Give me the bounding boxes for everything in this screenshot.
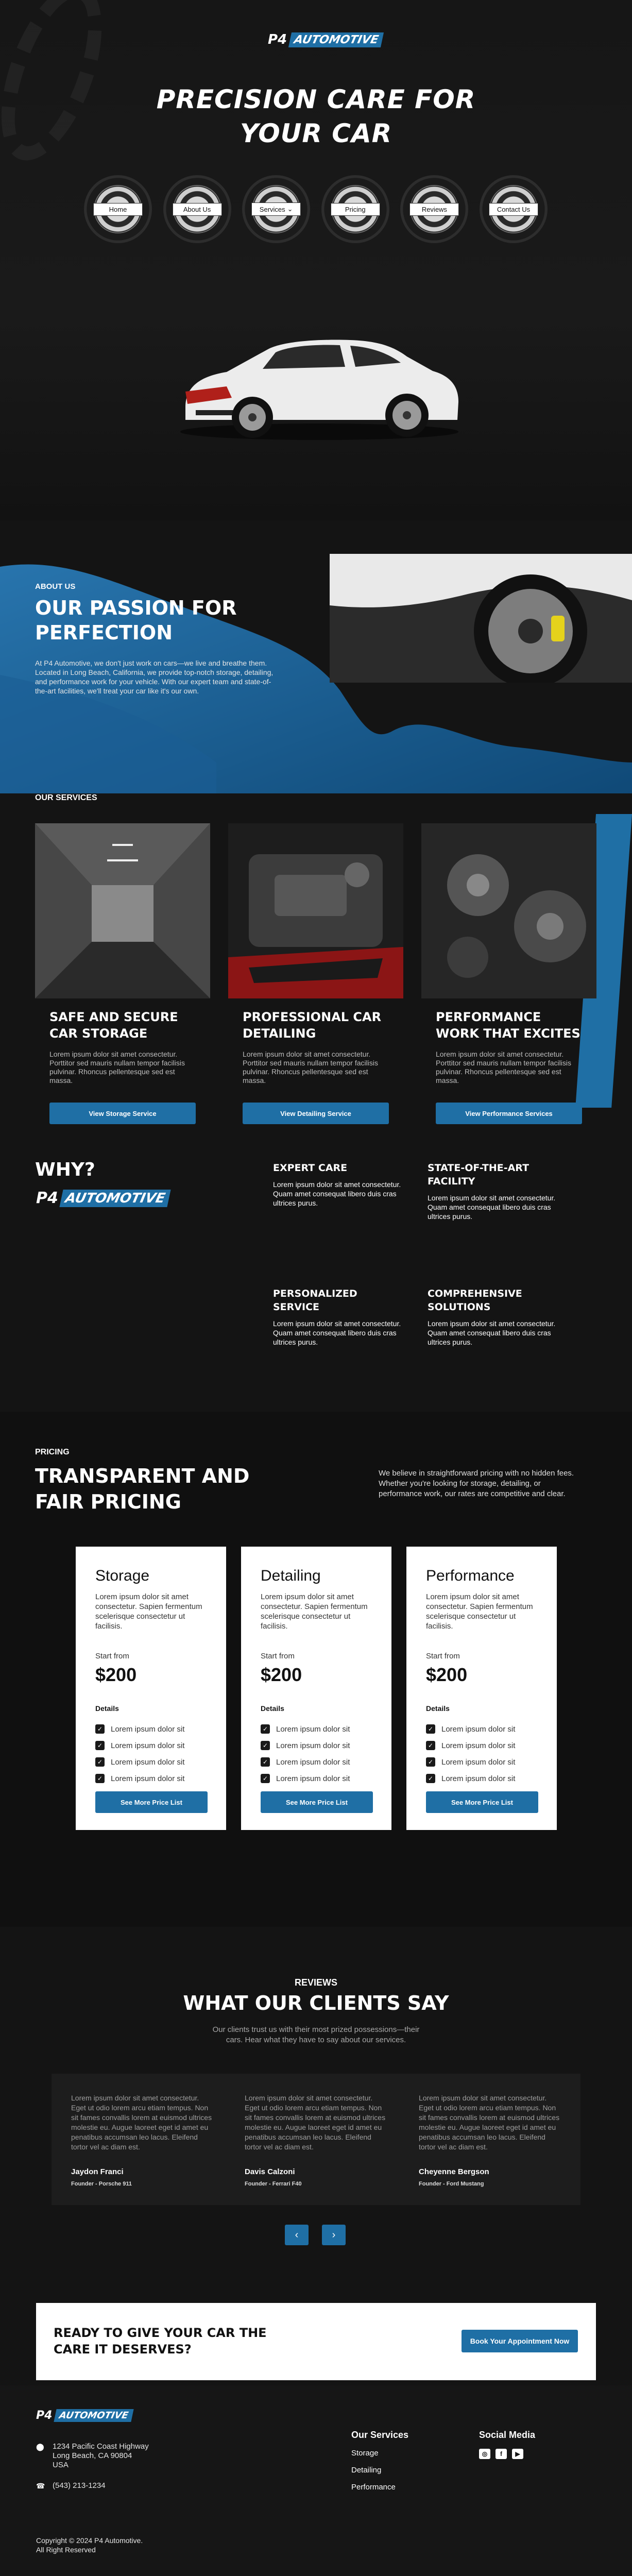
facebook-icon[interactable]: f [496, 2449, 507, 2459]
reviews-intro: Our clients trust us with their most prized possessions—their cars. Hear what they have to say about our services. [212, 2025, 420, 2044]
logo-automotive: AUTOMOTIVE [59, 1190, 170, 1207]
about-kicker: ABOUT US [35, 582, 76, 591]
plan-feature-text: Lorem ipsum dolor sit [276, 1774, 350, 1783]
checkbox-icon: ✓ [426, 1774, 435, 1783]
plan-feature-list [261, 1721, 350, 1787]
review-card [399, 2074, 580, 2205]
logo-p4: P4 [36, 2409, 53, 2422]
why-section [0, 1139, 632, 1412]
plan-name: Storage [95, 1567, 150, 1584]
plan-price: $200 [95, 1664, 137, 1685]
nav-item-pricing[interactable] [321, 175, 389, 243]
plan-feature [95, 1754, 184, 1770]
footer-link-storage[interactable]: Storage [351, 2449, 379, 2458]
plan-name: Detailing [261, 1567, 321, 1584]
footer-services [351, 2430, 408, 2500]
cta-title: READY TO GIVE YOUR CAR THE CARE IT DESERVES? [54, 2326, 267, 2357]
plan-feature [261, 1721, 350, 1737]
logo-p4: P4 [36, 1189, 58, 1207]
hero-section [0, 0, 632, 520]
chevron-down-icon: ⌄ [287, 205, 293, 213]
view-performance-services-button[interactable]: View Performance Services [436, 1103, 582, 1124]
view-storage-service-button[interactable]: View Storage Service [49, 1103, 196, 1124]
hero-title [0, 82, 632, 150]
checkbox-icon: ✓ [426, 1741, 435, 1750]
plan-feature [261, 1737, 350, 1754]
service-card-performance [421, 823, 596, 1117]
plan-feature-text: Lorem ipsum dolor sit [441, 1757, 516, 1767]
checkbox-icon: ✓ [95, 1724, 105, 1734]
why-item-expert-care [273, 1161, 407, 1208]
review-text: Lorem ipsum dolor sit amet consectetur. Eget ut odio lorem arcu etiam tempus. Non sit fames convallis lorem at euismod ultrices molestie eu. Augue laoreet eget id amet eu penatibus accumsan leo lacus. Eleifend tortor vel ac diam est. [419, 2094, 560, 2151]
youtube-icon[interactable]: ▶ [512, 2449, 523, 2459]
about-section [0, 520, 632, 793]
why-item-title: COMPREHENSIVE SOLUTIONS [428, 1288, 522, 1313]
storage-warehouse-image [35, 823, 210, 998]
plan-description: Lorem ipsum dolor sit amet consectetur. Sapien fermentum scelerisque consectetur ut facilisis. [95, 1592, 202, 1631]
footer [0, 2385, 632, 2576]
checkbox-icon: ✓ [95, 1774, 105, 1783]
service-title: PROFESSIONAL CAR DETAILING [243, 1010, 382, 1041]
phone-icon: ☎ [36, 2482, 45, 2490]
plan-feature [95, 1721, 184, 1737]
plan-feature-text: Lorem ipsum dolor sit [276, 1724, 350, 1734]
engine-bay-image [228, 823, 403, 998]
footer-phone[interactable] [36, 2481, 106, 2490]
plan-feature [95, 1770, 184, 1787]
reviews-prev-button[interactable] [285, 2225, 309, 2245]
review-card [225, 2074, 406, 2205]
nav-label: Reviews [409, 203, 459, 216]
plan-feature-text: Lorem ipsum dolor sit [441, 1724, 516, 1734]
why-item-title: STATE-OF-THE-ART FACILITY [428, 1162, 529, 1187]
pricing-section [0, 1412, 632, 1927]
services-section [0, 793, 632, 1139]
plan-description: Lorem ipsum dolor sit amet consectetur. Sapien fermentum scelerisque consectetur ut facilisis. [426, 1592, 533, 1631]
nav-label: About Us [173, 203, 222, 216]
chevron-left-icon: ‹ [295, 2229, 299, 2241]
address-line: Long Beach, CA 90804 [53, 2451, 132, 2460]
reviews-kicker: REVIEWS [294, 1977, 337, 1988]
see-more-price-list-button[interactable]: See More Price List [95, 1791, 208, 1813]
nav-label: Home [93, 203, 143, 216]
reviewer-name: Davis Calzoni [245, 2167, 295, 2176]
service-card-detailing [228, 823, 403, 1117]
reviewer-name: Cheyenne Bergson [419, 2167, 489, 2176]
review-text: Lorem ipsum dolor sit amet consectetur. Eget ut odio lorem arcu etiam tempus. Non sit fames convallis lorem at euismod ultrices molestie eu. Augue laoreet eget id amet eu penatibus accumsan leo lacus. Eleifend tortor vel ac diam est. [245, 2094, 386, 2151]
nav-label: Pricing [331, 203, 380, 216]
cta-box [36, 2303, 596, 2380]
performance-engine-image [421, 823, 596, 998]
service-text: Lorem ipsum dolor sit amet consectetur. Porttitor sed mauris nullam tempor facilisis pulvinar. Rhoncus pellentesque sed est massa. [243, 1050, 378, 1084]
plan-feature [426, 1737, 515, 1754]
service-text: Lorem ipsum dolor sit amet consectetur. Porttitor sed mauris nullam tempor facilisis pulvinar. Rhoncus pellentesque sed est massa. [49, 1050, 185, 1084]
wheel-closeup-image [330, 554, 632, 683]
plan-feature [426, 1721, 515, 1737]
footer-link-performance[interactable]: Performance [351, 2483, 396, 2492]
why-item-personalized [273, 1287, 407, 1347]
plan-start-label: Start from [261, 1652, 295, 1660]
checkbox-icon: ✓ [95, 1757, 105, 1767]
social-icons [479, 2449, 535, 2459]
reviewer-name: Jaydon Franci [71, 2167, 124, 2176]
reviews-title: WHAT OUR CLIENTS SAY [183, 1992, 449, 2014]
footer-link-detailing[interactable]: Detailing [351, 2466, 382, 2475]
logo-automotive: AUTOMOTIVE [288, 32, 384, 47]
footer-services-title: Our Services [351, 2430, 409, 2440]
plan-feature [426, 1754, 515, 1770]
cta-section [0, 2303, 632, 2385]
address-line: 1234 Pacific Coast Highway [53, 2442, 149, 2451]
nav-label: Contact Us [489, 203, 538, 216]
nav-label-services [251, 202, 301, 216]
plan-feature-text: Lorem ipsum dolor sit [276, 1741, 350, 1750]
view-detailing-service-button[interactable]: View Detailing Service [243, 1103, 389, 1124]
brand-logo-large [36, 1189, 169, 1207]
plan-details-label: Details [426, 1704, 450, 1713]
service-title: PERFORMANCE WORK THAT EXCITES [436, 1010, 580, 1041]
plan-feature [95, 1737, 184, 1754]
service-card-storage [35, 823, 210, 1117]
nav-item-home[interactable] [84, 175, 152, 243]
copyright-line: All Right Reserved [36, 2546, 96, 2554]
price-card-detailing [241, 1547, 391, 1830]
checkbox-icon: ✓ [261, 1757, 270, 1767]
nav-item-about-us[interactable] [163, 175, 231, 243]
why-item-title: EXPERT CARE [273, 1162, 348, 1174]
address-line: USA [53, 2461, 69, 2469]
price-card-storage [76, 1547, 226, 1830]
plan-price: $200 [426, 1664, 468, 1685]
pricing-intro: We believe in straightforward pricing with no hidden fees. Whether you're looking for storage, detailing, or performance work, our rates are competitive and clear. [379, 1469, 574, 1498]
hero-title-line1: PRECISION CARE FOR [156, 84, 476, 114]
price-card-performance [406, 1547, 557, 1830]
plan-details-label: Details [261, 1704, 284, 1713]
instagram-icon[interactable]: ◎ [479, 2449, 490, 2459]
plan-feature-text: Lorem ipsum dolor sit [111, 1757, 185, 1767]
why-item-title: PERSONALIZED SERVICE [273, 1288, 357, 1313]
footer-social [479, 2430, 535, 2459]
pricing-title: TRANSPARENT AND FAIR PRICING [35, 1465, 250, 1513]
why-item-text: Lorem ipsum dolor sit amet consectetur. Quam amet consequat libero duis cras ultrices purus. [273, 1180, 401, 1207]
hero-car-image [165, 309, 474, 443]
checkbox-icon: ✓ [261, 1741, 270, 1750]
reviews-next-button[interactable] [322, 2225, 346, 2245]
address-lines [53, 2442, 149, 2470]
copyright [36, 2536, 170, 2554]
plan-feature [261, 1770, 350, 1787]
checkbox-icon: ✓ [426, 1757, 435, 1767]
pricing-kicker: PRICING [35, 1448, 70, 1456]
nav-item-services[interactable] [242, 175, 310, 243]
reviewer-role: Founder - Ford Mustang [419, 2181, 484, 2187]
about-title: OUR PASSION FOR PERFECTION [35, 597, 237, 644]
review-text: Lorem ipsum dolor sit amet consectetur. Eget ut odio lorem arcu etiam tempus. Non sit fames convallis lorem at euismod ultrices molestie eu. Augue laoreet eget id amet eu penatibus accumsan leo lacus. Eleifend tortor vel ac diam est. [71, 2094, 212, 2151]
see-more-price-list-button[interactable]: See More Price List [261, 1791, 373, 1813]
plan-name: Performance [426, 1567, 515, 1584]
why-item-facility [428, 1161, 561, 1221]
footer-social-title: Social Media [479, 2430, 536, 2440]
nav-item-contact-us[interactable] [480, 175, 548, 243]
plan-description: Lorem ipsum dolor sit amet consectetur. Sapien fermentum scelerisque consectetur ut facilisis. [261, 1592, 368, 1631]
why-item-comprehensive [428, 1287, 561, 1347]
nav-item-reviews[interactable] [400, 175, 468, 243]
footer-address [36, 2442, 149, 2470]
why-item-text: Lorem ipsum dolor sit amet consectetur. Quam amet consequat libero duis cras ultrices purus. [428, 1194, 556, 1221]
why-title: WHY? [35, 1159, 95, 1180]
services-kicker: OUR SERVICES [35, 793, 97, 802]
book-appointment-button[interactable]: Book Your Appointment Now [462, 2330, 578, 2352]
plan-feature [426, 1770, 515, 1787]
plan-feature-list [426, 1721, 515, 1787]
copyright-line: Copyright © 2024 P4 Automotive. [36, 2536, 143, 2545]
plan-feature-list [95, 1721, 184, 1787]
about-text: At P4 Automotive, we don't just work on cars—we live and breathe them. Located in Long Beach, California, we provide top-notch storage, detailing, and performance work for your vehicle. With our expert team and state-of-the-art facilities, we'll treat your car like it's our own. [35, 659, 274, 695]
why-item-text: Lorem ipsum dolor sit amet consectetur. Quam amet consequat libero duis cras ultrices purus. [428, 1319, 556, 1346]
nav-label: Services [259, 205, 285, 213]
plan-feature-text: Lorem ipsum dolor sit [441, 1774, 516, 1783]
plan-feature-text: Lorem ipsum dolor sit [111, 1724, 185, 1734]
plan-price: $200 [261, 1664, 302, 1685]
location-pin-icon: ⬤ [36, 2443, 44, 2451]
service-title: SAFE AND SECURE CAR STORAGE [49, 1010, 178, 1041]
footer-logo[interactable] [36, 2409, 132, 2422]
logo-automotive: AUTOMOTIVE [54, 2409, 134, 2422]
hero-title-line2: YOUR CAR [240, 118, 392, 148]
reviews-section [0, 1927, 632, 2303]
chevron-right-icon: › [332, 2229, 336, 2241]
see-more-price-list-button[interactable]: See More Price List [426, 1791, 538, 1813]
logo-p4: P4 [268, 32, 287, 47]
plan-feature [261, 1754, 350, 1770]
plan-feature-text: Lorem ipsum dolor sit [111, 1741, 185, 1750]
review-card [52, 2074, 233, 2205]
reviewer-role: Founder - Ferrari F40 [245, 2181, 302, 2187]
main-nav [84, 175, 548, 243]
why-item-text: Lorem ipsum dolor sit amet consectetur. Quam amet consequat libero duis cras ultrices purus. [273, 1319, 401, 1346]
phone-number: (543) 213-1234 [53, 2481, 106, 2490]
plan-feature-text: Lorem ipsum dolor sit [111, 1774, 185, 1783]
checkbox-icon: ✓ [261, 1774, 270, 1783]
checkbox-icon: ✓ [426, 1724, 435, 1734]
brand-logo[interactable] [268, 32, 383, 47]
checkbox-icon: ✓ [261, 1724, 270, 1734]
checkbox-icon: ✓ [95, 1741, 105, 1750]
reviewer-role: Founder - Porsche 911 [71, 2181, 132, 2187]
plan-feature-text: Lorem ipsum dolor sit [276, 1757, 350, 1767]
plan-details-label: Details [95, 1704, 119, 1713]
plan-feature-text: Lorem ipsum dolor sit [441, 1741, 516, 1750]
plan-start-label: Start from [95, 1652, 129, 1660]
plan-start-label: Start from [426, 1652, 460, 1660]
service-text: Lorem ipsum dolor sit amet consectetur. Porttitor sed mauris nullam tempor facilisis pulvinar. Rhoncus pellentesque sed est massa. [436, 1050, 571, 1084]
